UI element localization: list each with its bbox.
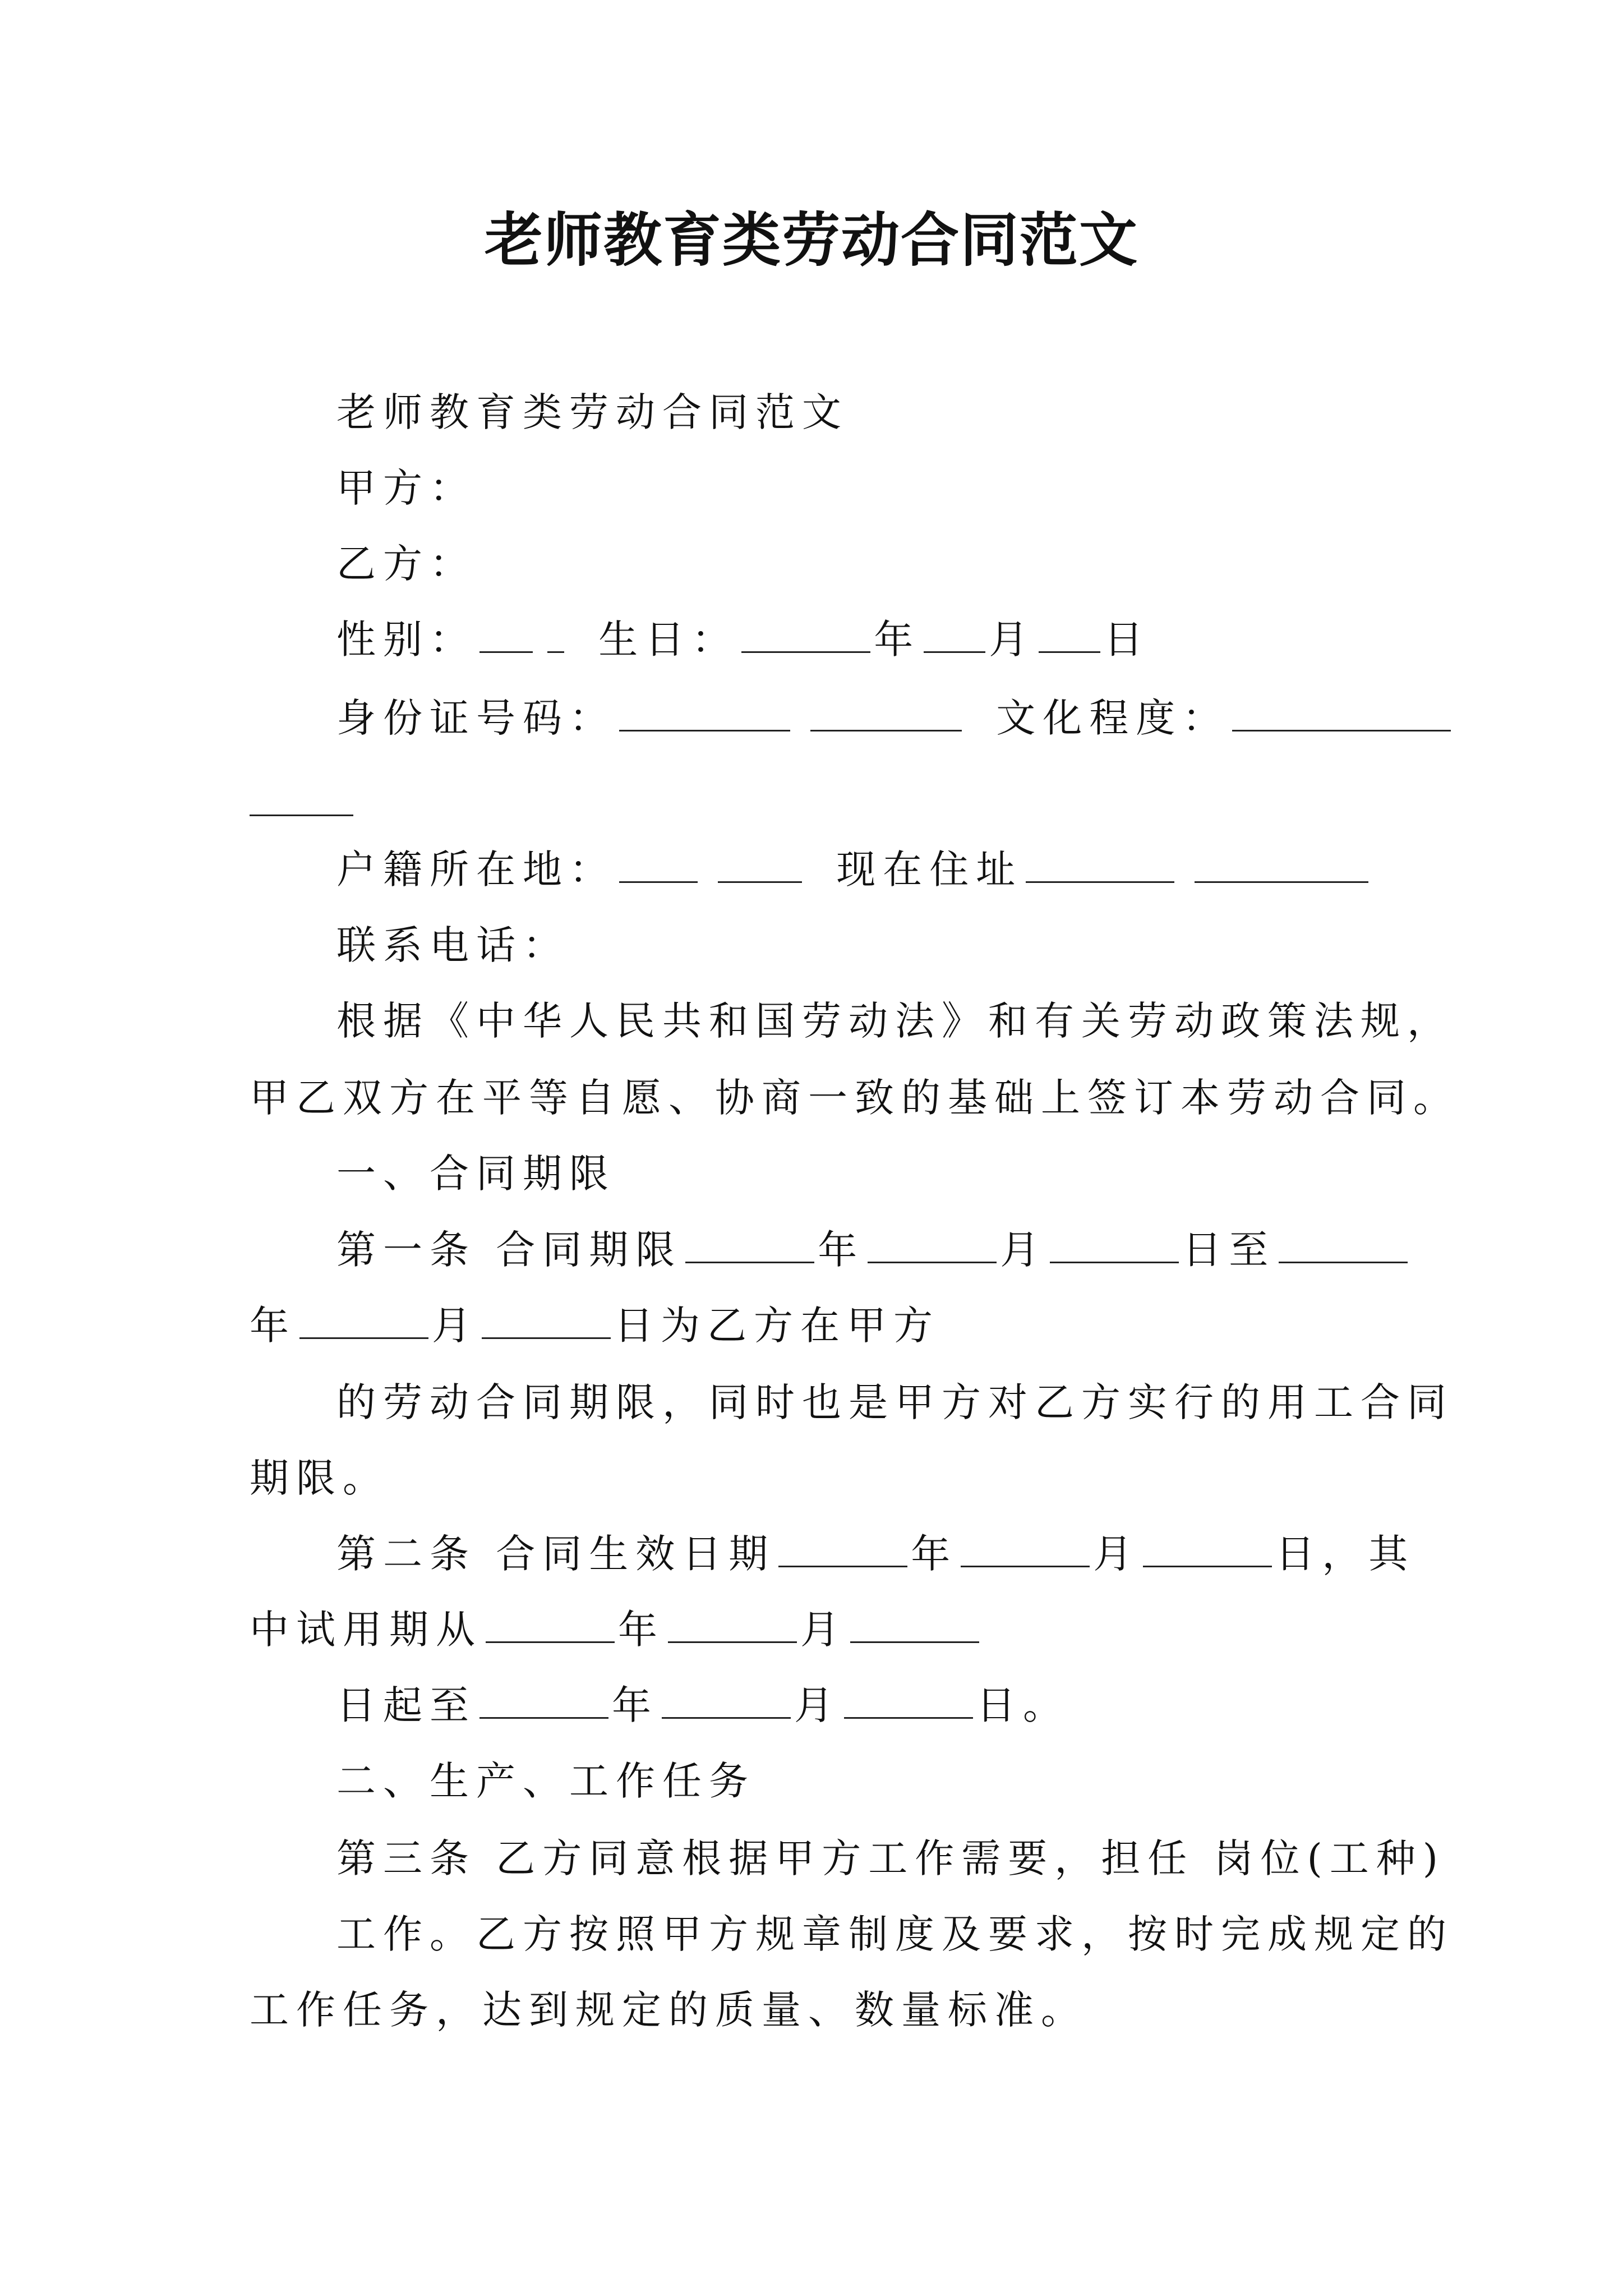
household-blank-1 — [619, 848, 698, 883]
id-blank-2 — [810, 696, 962, 731]
art2-mid: 日，其 — [1275, 1531, 1415, 1577]
address-blank-2 — [1195, 848, 1368, 883]
art1-start-year-label: 年 — [818, 1227, 865, 1273]
basis-line-2: 甲乙双方在平等自愿、协商一致的基础上签订本劳动合同。 — [250, 1075, 1460, 1121]
birth-day-blank — [1039, 618, 1100, 653]
article-1-cont-1: 的劳动合同期限，同时也是甲方对乙方实行的用工合同 — [336, 1379, 1454, 1425]
article-2-prefix: 第二条 合同生效日期 — [336, 1531, 776, 1577]
article-2-line-2 — [250, 1604, 983, 1655]
art1-start-year-blank — [685, 1228, 814, 1263]
art2-day-blank — [1143, 1532, 1272, 1567]
household-label: 户籍所在地： — [336, 846, 616, 892]
art2-month-label: 月 — [1093, 1531, 1140, 1577]
art1-start-month-blank — [868, 1228, 997, 1263]
gender-birthday-line — [336, 614, 1150, 665]
probation-start-month-label: 月 — [800, 1607, 847, 1653]
birthday-label: 生日： — [598, 616, 739, 662]
heading-repeat: 老师教育类劳动合同范文 — [336, 389, 849, 435]
art1-end-year-label: 年 — [250, 1303, 296, 1349]
art1-end-month-label: 月 — [432, 1303, 478, 1349]
probation-end-day-blank — [844, 1683, 973, 1719]
probation-end-year-blank — [479, 1683, 608, 1719]
art2-year-blank — [778, 1532, 907, 1567]
education-blank-continued — [250, 815, 353, 816]
probation-end-month-label: 月 — [794, 1682, 841, 1728]
gender-blank-tail — [547, 618, 564, 653]
birth-year-label: 年 — [874, 616, 921, 662]
section-1-heading: 一、合同期限 — [336, 1151, 616, 1197]
art1-tail: 日为乙方在甲方 — [614, 1303, 940, 1349]
art1-end-month-blank — [299, 1304, 428, 1339]
art1-end-day-blank — [482, 1304, 611, 1339]
article-1-line-2 — [250, 1300, 940, 1351]
article-1-line-1 — [336, 1225, 1411, 1275]
address-blank-1 — [1026, 848, 1174, 883]
article-3-line-1: 第三条 乙方同意根据甲方工作需要，担任 岗位(工种) — [336, 1835, 1446, 1881]
document-title: 老师教育类劳动合同范文 — [484, 205, 1138, 274]
party-b-label: 乙方： — [336, 541, 476, 587]
probation-end-year-label: 年 — [612, 1682, 658, 1728]
art2-line2-prefix: 中试用期从 — [250, 1607, 482, 1653]
article-3-line-3: 工作任务，达到规定的质量、数量标准。 — [250, 1987, 1087, 2033]
art2-year-label: 年 — [911, 1531, 958, 1577]
art2-month-blank — [961, 1532, 1090, 1567]
art1-to-label: 日至 — [1182, 1227, 1276, 1273]
birth-day-label: 日 — [1104, 616, 1151, 662]
article-3-line-2: 工作。乙方按照甲方规章制度及要求，按时完成规定的 — [336, 1911, 1454, 1957]
art1-end-year-blank — [1279, 1228, 1408, 1263]
art2-line3-prefix: 日起至 — [336, 1682, 476, 1728]
probation-start-day-blank — [850, 1608, 979, 1643]
probation-start-year-blank — [486, 1608, 615, 1643]
art1-start-day-blank — [1050, 1228, 1179, 1263]
birth-month-label: 月 — [989, 616, 1036, 662]
article-2-line-1 — [336, 1529, 1415, 1579]
id-blank-1 — [619, 696, 790, 731]
article-2-line-3 — [336, 1680, 1069, 1731]
art1-start-month-label: 月 — [1000, 1227, 1047, 1273]
section-2-heading: 二、生产、工作任务 — [336, 1758, 755, 1804]
address-label: 现在住址 — [836, 846, 1023, 892]
household-blank-2 — [718, 848, 802, 883]
education-label: 文化程度： — [996, 695, 1229, 741]
basis-line-1: 根据《中华人民共和国劳动法》和有关劳动政策法规， — [336, 998, 1454, 1044]
article-1-cont-2: 期限。 — [250, 1455, 389, 1501]
household-address-line — [336, 844, 1372, 895]
probation-start-year-label: 年 — [618, 1607, 665, 1653]
id-label: 身份证号码： — [336, 695, 616, 741]
art2-end: 日。 — [976, 1682, 1069, 1728]
article-1-prefix: 第一条 合同期限 — [336, 1227, 683, 1273]
probation-end-month-blank — [662, 1683, 791, 1719]
id-education-line — [336, 693, 1454, 743]
phone-label: 联系电话： — [336, 922, 569, 968]
gender-blank — [479, 618, 533, 653]
birth-month-blank — [924, 618, 985, 653]
probation-start-month-blank — [668, 1608, 797, 1643]
education-blank — [1232, 696, 1451, 731]
party-a-label: 甲方： — [336, 465, 476, 511]
gender-label: 性别： — [336, 616, 476, 662]
birth-year-blank — [741, 618, 870, 653]
